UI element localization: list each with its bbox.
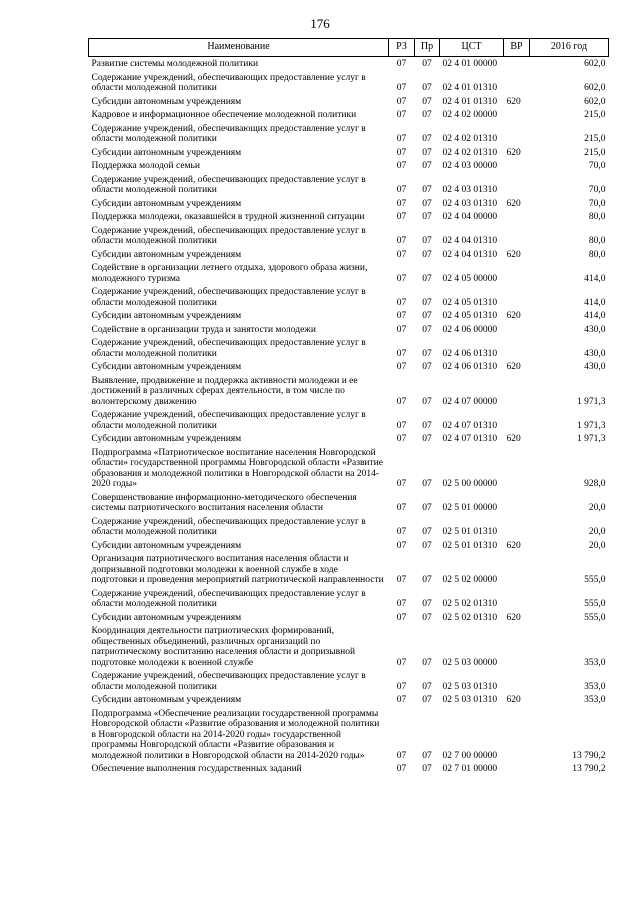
- cell-rz: 07: [396, 599, 407, 609]
- header-pr: Пр: [415, 39, 440, 57]
- cell-sum: 215,0: [584, 110, 606, 120]
- cell-pr: 07: [422, 110, 432, 120]
- cell-vr: [504, 108, 530, 122]
- table-row: [89, 539, 609, 553]
- cell-sum: 1 971,3: [577, 420, 606, 431]
- cell-vr: [504, 491, 530, 515]
- cell-rz: 07: [396, 575, 407, 585]
- cell-rz: 07: [396, 161, 407, 171]
- cell-sum: 215,0: [584, 147, 606, 158]
- cell-name: Кадровое и информационное обеспечение молодежной политики: [91, 110, 357, 120]
- cell-pr: 07: [422, 503, 432, 513]
- cell-rz: 07: [396, 185, 407, 195]
- cell-pr: 07: [422, 348, 432, 359]
- cell-name: Субсидии автономным учреждениям: [91, 249, 242, 260]
- cell-name: Поддержка молодежи, оказавшейся в трудной жизненной ситуации: [91, 212, 365, 222]
- table-row: [89, 159, 609, 173]
- table-row: [89, 261, 609, 285]
- cell-pr: 07: [422, 273, 432, 284]
- cell-sum: 928,0: [584, 479, 606, 489]
- cell-name: Поддержка молодой семьи: [91, 161, 200, 171]
- cell-name: Подпрограмма «Обеспечение реализации государственной программы Новгородской области «Развитие образования и молодежной политики в Новгородской области на 2014-2020 годы» государственной программы Новгородской области «Развитие образования и молодежной политики в Новгородской области на 2014-2020 годы»: [91, 708, 380, 761]
- cell-name: Подпрограмма «Патриотическое воспитание населения Новгородской области» государственной программы Новгородской области «Развитие образования и молодежной политики в Новгородской области на 2014-2020 годы»: [91, 447, 383, 489]
- cell-rz: 07: [396, 110, 407, 120]
- cell-vr: 620: [506, 540, 521, 551]
- table-row: [89, 707, 609, 763]
- cell-pr: 07: [422, 575, 432, 585]
- cell-name: Содействие в организации летнего отдыха, здорового образа жизни, молодежного туризма: [91, 263, 368, 284]
- cell-name: Содержание учреждений, обеспечивающих предоставление услуг в области молодежной политики: [91, 225, 366, 246]
- budget-table: [88, 38, 609, 776]
- cell-pr: 07: [422, 147, 432, 158]
- cell-rz: 07: [396, 750, 407, 761]
- cell-pr: 07: [422, 96, 432, 107]
- cell-cst: 02 4 03 01310: [442, 198, 498, 209]
- cell-sum: 602,0: [584, 83, 606, 93]
- cell-vr: [504, 669, 530, 693]
- cell-rz: 07: [396, 83, 407, 93]
- cell-sum: 353,0: [584, 657, 606, 668]
- cell-name: Обеспечение выполнения государственных заданий: [91, 764, 302, 774]
- cell-pr: 07: [422, 396, 432, 407]
- table-row: [89, 336, 609, 360]
- cell-cst: 02 4 04 01310: [442, 249, 498, 260]
- cell-rz: 07: [396, 249, 407, 260]
- cell-sum: 353,0: [584, 695, 606, 705]
- cell-name: Содержание учреждений, обеспечивающих предоставление услуг в области молодежной политики: [91, 287, 366, 308]
- cell-cst: 02 4 04 01310: [442, 236, 498, 246]
- table-row: [89, 491, 609, 515]
- table-row: [89, 309, 609, 323]
- cell-vr: 620: [506, 612, 521, 623]
- cell-sum: 80,0: [588, 249, 606, 260]
- cell-name: Содержание учреждений, обеспечивающих предоставление услуг в области молодежной политики: [91, 588, 366, 609]
- cell-cst: 02 5 00 00000: [442, 479, 498, 489]
- cell-vr: 620: [506, 198, 521, 209]
- cell-name: Субсидии автономным учреждениям: [91, 362, 242, 372]
- cell-vr: [504, 173, 530, 197]
- cell-vr: [504, 336, 530, 360]
- cell-name: Содержание учреждений, обеспечивающих предоставление услуг в области молодежной политики: [91, 338, 366, 359]
- table-row: [89, 224, 609, 248]
- cell-vr: [504, 285, 530, 309]
- table-row: [89, 173, 609, 197]
- cell-vr: [504, 374, 530, 409]
- cell-pr: 07: [422, 311, 432, 321]
- cell-name: Субсидии автономным учреждениям: [91, 434, 242, 444]
- cell-cst: 02 4 01 01310: [442, 96, 498, 107]
- cell-cst: 02 4 02 00000: [442, 110, 498, 120]
- cell-pr: 07: [422, 134, 432, 144]
- cell-name: Субсидии автономным учреждениям: [91, 612, 242, 623]
- cell-name: Совершенствование информационно-методического обеспечения системы патриотического воспитания населения области: [91, 492, 357, 513]
- cell-cst: 02 4 02 01310: [442, 147, 498, 158]
- cell-rz: 07: [396, 212, 407, 222]
- cell-cst: 02 4 07 00000: [442, 396, 498, 407]
- table-row: [89, 285, 609, 309]
- cell-pr: 07: [422, 764, 432, 774]
- table-row: [89, 408, 609, 432]
- cell-sum: 414,0: [584, 297, 606, 308]
- cell-cst: 02 4 01 01310: [442, 83, 498, 93]
- cell-cst: 02 7 01 00000: [442, 764, 498, 774]
- table-row: [89, 693, 609, 707]
- table-row: [89, 432, 609, 446]
- cell-pr: 07: [422, 362, 432, 372]
- cell-cst: 02 4 05 00000: [442, 273, 498, 284]
- cell-cst: 02 5 02 00000: [442, 575, 498, 585]
- cell-cst: 02 5 03 00000: [442, 657, 498, 668]
- cell-sum: 70,0: [588, 198, 606, 209]
- cell-vr: [504, 587, 530, 611]
- header-sum: 2016 год: [530, 39, 609, 57]
- cell-vr: [504, 122, 530, 146]
- table-row: [89, 122, 609, 146]
- cell-pr: 07: [422, 434, 432, 444]
- cell-name: Содержание учреждений, обеспечивающих предоставление услуг в области молодежной политики: [91, 410, 366, 431]
- cell-name: Выявление, продвижение и поддержка активности молодежи и ее достижений в различных сферах деятельности, в том числе по волонтерскому движению: [91, 375, 358, 407]
- table-row: [89, 323, 609, 337]
- cell-sum: 555,0: [584, 599, 606, 609]
- cell-name: Субсидии автономным учреждениям: [91, 147, 242, 158]
- cell-cst: 02 4 03 00000: [442, 161, 498, 171]
- cell-sum: 602,0: [584, 59, 606, 69]
- cell-sum: 13 790,2: [572, 764, 606, 774]
- cell-rz: 07: [396, 236, 407, 246]
- cell-pr: 07: [422, 599, 432, 609]
- cell-vr: 620: [506, 311, 521, 321]
- cell-cst: 02 4 06 01310: [442, 348, 498, 359]
- cell-name: Субсидии автономным учреждениям: [91, 96, 242, 107]
- cell-pr: 07: [422, 420, 432, 431]
- cell-vr: [504, 515, 530, 539]
- cell-sum: 414,0: [584, 311, 606, 321]
- table-row: [89, 624, 609, 669]
- cell-name: Содержание учреждений, обеспечивающих предоставление услуг в области молодежной политики: [91, 174, 366, 195]
- cell-cst: 02 5 02 01310: [442, 612, 498, 623]
- page-number: 176: [310, 16, 330, 31]
- cell-name: Содействие в организации труда и занятости молодежи: [91, 324, 316, 335]
- cell-sum: 1 971,3: [577, 434, 606, 444]
- cell-cst: 02 4 01 00000: [442, 59, 498, 69]
- table-row: [89, 57, 609, 71]
- table-row: [89, 515, 609, 539]
- cell-cst: 02 5 01 01310: [442, 540, 498, 551]
- table-row: [89, 146, 609, 160]
- table-row: [89, 95, 609, 109]
- header-cst: ЦСТ: [440, 39, 504, 57]
- cell-pr: 07: [422, 527, 432, 537]
- cell-rz: 07: [396, 695, 407, 705]
- cell-vr: [504, 57, 530, 71]
- cell-vr: [504, 552, 530, 587]
- cell-rz: 07: [396, 420, 407, 431]
- cell-pr: 07: [422, 540, 432, 551]
- cell-vr: [504, 624, 530, 669]
- cell-cst: 02 4 02 01310: [442, 134, 498, 144]
- cell-sum: 430,0: [584, 324, 606, 335]
- cell-cst: 02 4 03 01310: [442, 185, 498, 195]
- cell-rz: 07: [396, 681, 407, 692]
- cell-sum: 555,0: [584, 612, 606, 623]
- cell-name: Организация патриотического воспитания населения области и допризывной подготовки молодежи к военной службе в ходе подготовки и проведения мероприятий патриотической направленности: [91, 554, 384, 585]
- cell-rz: 07: [396, 434, 407, 444]
- table-row: [89, 71, 609, 95]
- table-row: [89, 762, 609, 776]
- cell-sum: 353,0: [584, 681, 606, 692]
- cell-sum: 555,0: [584, 575, 606, 585]
- cell-cst: 02 4 05 01310: [442, 297, 498, 308]
- table-row: [89, 108, 609, 122]
- cell-rz: 07: [396, 96, 407, 107]
- header-vr: ВР: [504, 39, 530, 57]
- cell-vr: 620: [506, 434, 521, 444]
- cell-name: Координация деятельности патриотических формирований, общественных объединений, различных организаций по патриотическому воспитанию населения области и допризывной подготовке молодежи к военной службе: [91, 626, 356, 668]
- cell-pr: 07: [422, 83, 432, 93]
- table-row: [89, 210, 609, 224]
- cell-rz: 07: [396, 297, 407, 308]
- cell-sum: 20,0: [588, 540, 606, 551]
- cell-name: Содержание учреждений, обеспечивающих предоставление услуг в области молодежной политики: [91, 72, 366, 93]
- cell-vr: 620: [506, 96, 521, 107]
- cell-vr: [504, 71, 530, 95]
- cell-name: Субсидии автономным учреждениям: [91, 198, 242, 209]
- table-header-row: [89, 39, 609, 57]
- table-row: [89, 552, 609, 587]
- cell-rz: 07: [396, 612, 407, 623]
- cell-pr: 07: [422, 750, 432, 761]
- cell-rz: 07: [396, 362, 407, 372]
- cell-rz: 07: [396, 273, 407, 284]
- cell-rz: 07: [396, 657, 407, 668]
- cell-vr: 620: [506, 147, 521, 158]
- cell-sum: 80,0: [588, 236, 606, 246]
- cell-cst: 02 4 07 01310: [442, 420, 498, 431]
- cell-pr: 07: [422, 185, 432, 195]
- table-body: [89, 57, 609, 776]
- cell-pr: 07: [422, 297, 432, 308]
- cell-sum: 20,0: [588, 503, 606, 513]
- cell-vr: [504, 446, 530, 491]
- cell-pr: 07: [422, 198, 432, 209]
- cell-pr: 07: [422, 657, 432, 668]
- cell-cst: 02 5 02 01310: [442, 599, 498, 609]
- cell-name: Субсидии автономным учреждениям: [91, 311, 242, 321]
- cell-vr: 620: [506, 695, 521, 705]
- cell-pr: 07: [422, 249, 432, 260]
- cell-pr: 07: [422, 59, 432, 69]
- cell-sum: 215,0: [584, 134, 606, 144]
- cell-sum: 80,0: [588, 212, 606, 222]
- cell-pr: 07: [422, 324, 432, 335]
- cell-rz: 07: [396, 348, 407, 359]
- header-name: Наименование: [89, 39, 389, 57]
- table-row: [89, 669, 609, 693]
- table-row: [89, 587, 609, 611]
- cell-vr: [504, 224, 530, 248]
- cell-cst: 02 5 01 00000: [442, 503, 498, 513]
- cell-rz: 07: [396, 764, 407, 774]
- cell-rz: 07: [396, 540, 407, 551]
- cell-cst: 02 4 05 01310: [442, 311, 498, 321]
- cell-name: Содержание учреждений, обеспечивающих предоставление услуг в области молодежной политики: [91, 671, 366, 692]
- header-rz: РЗ: [389, 39, 415, 57]
- cell-vr: [504, 707, 530, 763]
- cell-cst: 02 5 01 01310: [442, 527, 498, 537]
- cell-pr: 07: [422, 212, 432, 222]
- cell-rz: 07: [396, 311, 407, 321]
- cell-sum: 602,0: [584, 96, 606, 107]
- cell-cst: 02 4 06 01310: [442, 362, 498, 372]
- table-row: [89, 374, 609, 409]
- cell-pr: 07: [422, 695, 432, 705]
- cell-cst: 02 7 00 00000: [442, 750, 498, 761]
- cell-sum: 414,0: [584, 273, 606, 284]
- cell-sum: 1 971,3: [577, 396, 606, 407]
- cell-pr: 07: [422, 681, 432, 692]
- cell-rz: 07: [396, 396, 407, 407]
- cell-vr: 620: [506, 362, 521, 372]
- cell-name: Субсидии автономным учреждениям: [91, 695, 242, 705]
- cell-cst: 02 4 07 01310: [442, 434, 498, 444]
- cell-sum: 70,0: [588, 185, 606, 195]
- cell-rz: 07: [396, 324, 407, 335]
- cell-cst: 02 5 03 01310: [442, 681, 498, 692]
- cell-vr: 620: [506, 249, 521, 260]
- cell-rz: 07: [396, 198, 407, 209]
- table-row: [89, 248, 609, 262]
- cell-vr: [504, 408, 530, 432]
- cell-name: Содержание учреждений, обеспечивающих предоставление услуг в области молодежной политики: [91, 123, 366, 144]
- table-row: [89, 446, 609, 491]
- cell-name: Развитие системы молодежной политики: [91, 59, 259, 69]
- cell-rz: 07: [396, 134, 407, 144]
- cell-name: Содержание учреждений, обеспечивающих предоставление услуг в области молодежной политики: [91, 516, 366, 537]
- table-row: [89, 611, 609, 625]
- cell-rz: 07: [396, 479, 407, 489]
- cell-cst: 02 4 06 00000: [442, 324, 498, 335]
- table-row: [89, 360, 609, 374]
- cell-rz: 07: [396, 527, 407, 537]
- cell-name: Субсидии автономным учреждениям: [91, 540, 242, 551]
- cell-rz: 07: [396, 59, 407, 69]
- cell-vr: [504, 261, 530, 285]
- cell-pr: 07: [422, 161, 432, 171]
- cell-sum: 13 790,2: [572, 750, 606, 761]
- cell-pr: 07: [422, 612, 432, 623]
- cell-sum: 430,0: [584, 362, 606, 372]
- cell-cst: 02 5 03 01310: [442, 695, 498, 705]
- cell-cst: 02 4 04 00000: [442, 212, 498, 222]
- cell-pr: 07: [422, 236, 432, 246]
- cell-rz: 07: [396, 503, 407, 513]
- cell-sum: 70,0: [588, 161, 606, 171]
- cell-vr: [504, 762, 530, 776]
- cell-sum: 430,0: [584, 348, 606, 359]
- cell-rz: 07: [396, 147, 407, 158]
- cell-sum: 20,0: [588, 527, 606, 537]
- cell-vr: [504, 159, 530, 173]
- cell-vr: [504, 210, 530, 224]
- table-row: [89, 197, 609, 211]
- cell-vr: [504, 323, 530, 337]
- cell-pr: 07: [422, 479, 432, 489]
